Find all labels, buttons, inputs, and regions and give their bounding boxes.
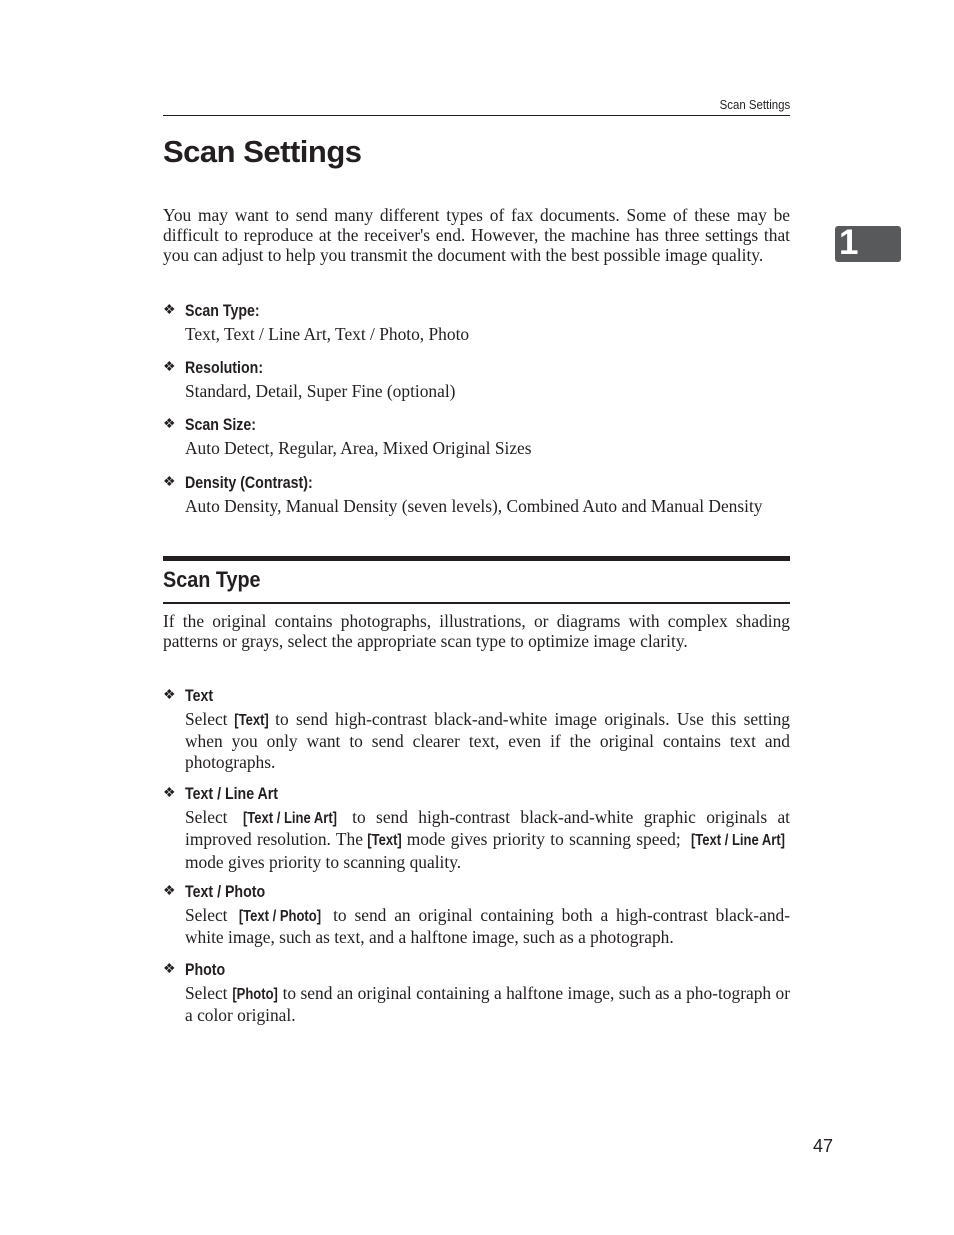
scan-type-title: Text / Photo xyxy=(185,883,266,901)
key-label: [Text] xyxy=(367,832,403,850)
key-label: [Text / Line Art] xyxy=(691,832,786,850)
setting-title: Scan Size: xyxy=(185,416,256,434)
diamond-bullet-icon: ❖ xyxy=(163,784,176,800)
body-text: Select xyxy=(185,807,238,827)
body-text: Select xyxy=(185,905,236,925)
diamond-bullet-icon: ❖ xyxy=(163,686,176,702)
scan-type-item-text-line-art xyxy=(163,785,790,872)
setting-body: Auto Detect, Regular, Area, Mixed Original Sizes xyxy=(185,438,532,458)
page-title: Scan Settings xyxy=(163,134,362,169)
setting-item-resolution xyxy=(163,359,790,401)
body-text: Select xyxy=(185,709,235,729)
diamond-bullet-icon: ❖ xyxy=(163,882,176,898)
scan-type-title: Text / Line Art xyxy=(185,785,279,803)
body-text: to send high-contrast black-and-white graphic originals at improved resolution. The xyxy=(185,807,790,850)
section-top-rule xyxy=(163,556,790,561)
body-text: to send high-contrast black-and-white image originals. Use this setting when you only want to send clearer text, even if the original contains text and photographs. xyxy=(185,709,791,772)
scan-type-description xyxy=(185,905,790,948)
scan-type-title: Text xyxy=(185,687,214,705)
setting-title: Resolution: xyxy=(185,359,264,377)
scan-type-item-text-photo xyxy=(163,883,790,948)
setting-item-scan-type xyxy=(163,302,790,344)
key-label: [Text] xyxy=(234,712,269,729)
scan-type-item-photo xyxy=(163,961,790,1026)
page-number: 47 xyxy=(813,1136,834,1156)
scan-type-description xyxy=(185,709,790,772)
body-text: to send an original containing both a high-contrast black-and-white image, such as text, and a halftone image, such as a photograph. xyxy=(185,905,790,948)
body-text: to send an original containing a halftone image, such as a pho-tograph or a color original. xyxy=(185,983,790,1026)
setting-title: Density (Contrast): xyxy=(185,474,313,492)
chapter-tab xyxy=(835,223,901,262)
diamond-bullet-icon: ❖ xyxy=(163,358,176,374)
key-label: [Text / Photo] xyxy=(239,908,322,925)
scan-type-title: Photo xyxy=(185,961,226,979)
diamond-bullet-icon: ❖ xyxy=(163,301,176,317)
section-underline xyxy=(163,602,790,604)
scan-type-description xyxy=(185,807,790,872)
running-header xyxy=(163,96,790,116)
intro-paragraph: You may want to send many different types of fax documents. Some of these may be difficult to reproduce at the receiver's end. However, the machine has three settings that you can adjust to help you transmit the document with the best possible image quality. xyxy=(163,205,790,266)
diamond-bullet-icon: ❖ xyxy=(163,960,176,976)
setting-item-scan-size xyxy=(163,416,790,458)
running-header-text: Scan Settings xyxy=(719,97,790,112)
section-title: Scan Type xyxy=(163,567,261,592)
body-text: mode gives priority to scanning speed; xyxy=(401,829,687,850)
diamond-bullet-icon: ❖ xyxy=(163,473,176,489)
section-intro-paragraph: If the original contains photographs, illustrations, or diagrams with complex shading patterns or grays, select the appropriate scan type to optimize image clarity. xyxy=(163,611,790,652)
chapter-number: 1 xyxy=(839,223,859,262)
setting-body: Text, Text / Line Art, Text / Photo, Photo xyxy=(185,324,470,344)
scan-type-item-text xyxy=(163,687,790,772)
setting-body: Auto Density, Manual Density (seven levels), Combined Auto and Manual Density xyxy=(185,496,763,516)
body-text: mode gives priority to scanning quality. xyxy=(185,851,462,872)
diamond-bullet-icon: ❖ xyxy=(163,415,176,431)
key-label: [Photo] xyxy=(232,986,278,1003)
scan-type-description xyxy=(185,983,790,1026)
setting-body: Standard, Detail, Super Fine (optional) xyxy=(185,381,456,401)
key-label: [Text / Line Art] xyxy=(242,810,337,827)
body-text: Select xyxy=(185,983,232,1003)
setting-item-density xyxy=(163,474,790,516)
setting-title: Scan Type: xyxy=(185,302,260,320)
